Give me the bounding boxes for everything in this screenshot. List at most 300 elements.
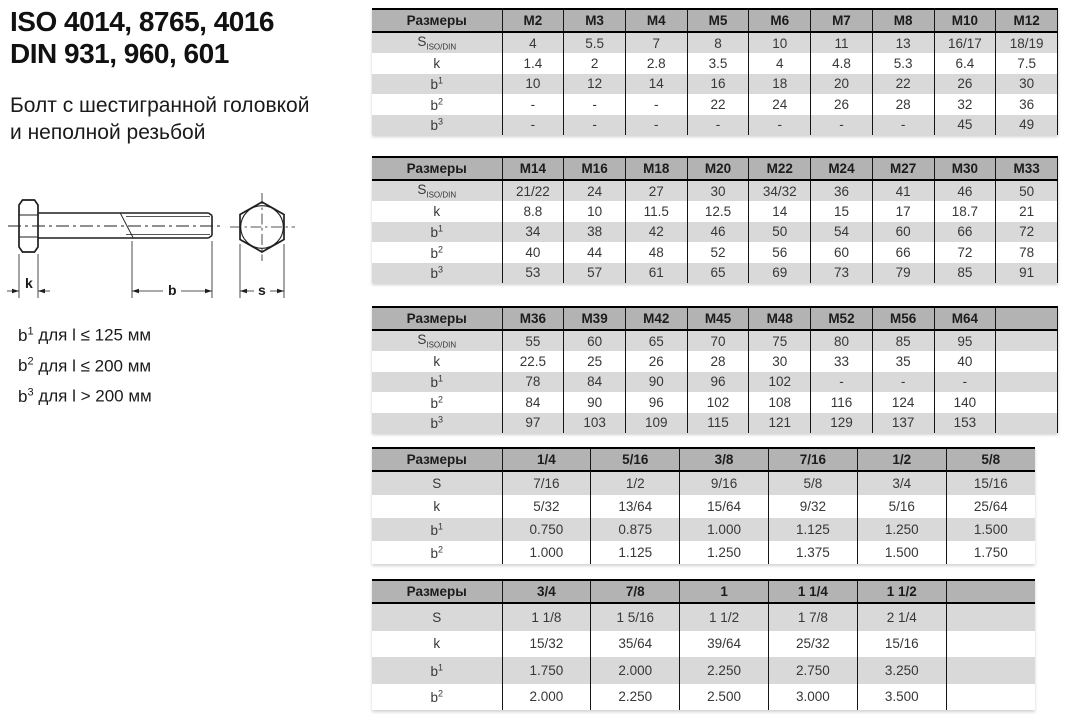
value-cell: 12.5	[687, 201, 749, 221]
value-cell: -	[811, 372, 873, 392]
row-label: $b^1$	[430, 223, 444, 241]
value-cell: 2.750	[768, 657, 857, 684]
value-cell: 72	[934, 242, 996, 262]
size-header-label: Размеры	[372, 9, 502, 32]
value-cell: 41	[872, 180, 934, 201]
row-label-cell	[372, 631, 502, 658]
value-cell: -	[749, 115, 811, 135]
table-row	[372, 53, 1058, 73]
value-cell: 75	[749, 330, 811, 351]
row-label: k	[433, 636, 441, 652]
value-cell: 3/4	[857, 471, 946, 495]
value-cell: 96	[687, 372, 749, 392]
value-cell: 14	[749, 201, 811, 221]
column-header: M20	[687, 157, 749, 180]
value-cell: 1.500	[857, 541, 946, 564]
page-subtitle	[10, 92, 309, 146]
value-cell: 7	[625, 32, 687, 53]
dimensions-table	[372, 306, 1058, 433]
note-line: $b^1$ для l ≤ 125 мм	[18, 325, 152, 345]
column-header: 1/4	[502, 448, 591, 471]
size-header-label: Размеры	[372, 580, 502, 603]
value-cell: 1/2	[591, 471, 680, 495]
value-cell: 1.375	[768, 541, 857, 564]
value-cell: 10	[564, 201, 626, 221]
value-cell: 1 7/8	[768, 603, 857, 631]
row-label-cell	[372, 180, 502, 201]
value-cell: 50	[996, 180, 1058, 201]
value-cell: 40	[502, 242, 564, 262]
value-cell: 85	[872, 330, 934, 351]
value-cell: 61	[625, 263, 687, 283]
value-cell: -	[564, 94, 626, 114]
row-label: S	[432, 476, 442, 491]
table-row	[372, 541, 1035, 564]
value-cell: 3.500	[857, 684, 946, 711]
row-label-cell	[372, 684, 502, 711]
column-header: M36	[502, 307, 564, 330]
value-cell: 27	[625, 180, 687, 201]
value-cell: 4	[502, 32, 564, 53]
value-cell: 18	[749, 74, 811, 94]
value-cell: -	[502, 94, 564, 114]
column-header: 5/16	[591, 448, 680, 471]
value-cell: 4.8	[811, 53, 873, 73]
value-cell: 7/16	[502, 471, 591, 495]
value-cell: 49	[996, 115, 1058, 135]
column-header: 3/4	[502, 580, 591, 603]
table-row	[372, 495, 1035, 518]
value-cell: 73	[811, 263, 873, 283]
size-header-label: Размеры	[372, 157, 502, 180]
value-cell: 2.250	[680, 657, 769, 684]
value-cell: 108	[749, 392, 811, 412]
value-cell	[996, 413, 1058, 433]
value-cell: 72	[996, 222, 1058, 242]
value-cell: 24	[749, 94, 811, 114]
value-cell: 3.250	[857, 657, 946, 684]
title-line-din: DIN 931, 960, 601	[10, 38, 229, 69]
row-label: k	[433, 204, 441, 220]
row-label-cell	[372, 201, 502, 221]
value-cell: 2.000	[591, 657, 680, 684]
dim-s-arrow-left	[240, 289, 247, 294]
dimensions-table	[372, 156, 1058, 283]
table-row	[372, 518, 1035, 541]
row-label: k	[433, 354, 441, 370]
value-cell: -	[872, 372, 934, 392]
value-cell	[946, 631, 1035, 658]
value-cell: 54	[811, 222, 873, 242]
value-cell: 48	[625, 242, 687, 262]
value-cell: 11.5	[625, 201, 687, 221]
page-title	[10, 6, 274, 70]
value-cell: 15/16	[857, 631, 946, 658]
row-label-cell	[372, 242, 502, 262]
row-label-cell	[372, 518, 502, 541]
value-cell: 103	[564, 413, 626, 433]
value-cell: 34	[502, 222, 564, 242]
value-cell	[996, 330, 1058, 351]
row-label-cell	[372, 413, 502, 433]
row-label-cell	[372, 471, 502, 495]
column-header: M22	[749, 157, 811, 180]
value-cell: 33	[811, 351, 873, 371]
value-cell: 102	[749, 372, 811, 392]
column-header: M7	[811, 9, 873, 32]
table-row	[372, 94, 1058, 114]
note-line: $b^3$ для l > 200 мм	[18, 386, 152, 406]
table-row	[372, 657, 1035, 684]
value-cell: 78	[996, 242, 1058, 262]
row-label: $b^1$	[430, 521, 444, 538]
table-row	[372, 351, 1058, 371]
row-label: $b^1$	[18, 325, 34, 345]
value-cell: 90	[625, 372, 687, 392]
table-header-row	[372, 9, 1058, 32]
value-cell: 2.500	[680, 684, 769, 711]
value-cell: 15/16	[946, 471, 1035, 495]
value-cell: 95	[934, 330, 996, 351]
size-header-label: Размеры	[372, 448, 502, 471]
value-cell: 65	[625, 330, 687, 351]
table-header-row	[372, 448, 1035, 471]
value-cell: 26	[934, 74, 996, 94]
value-cell: 60	[872, 222, 934, 242]
value-cell: 1.250	[680, 541, 769, 564]
table-row	[372, 372, 1058, 392]
row-label-cell	[372, 541, 502, 564]
value-cell: 17	[872, 201, 934, 221]
value-cell: 46	[687, 222, 749, 242]
value-cell: 24	[564, 180, 626, 201]
row-label-cell	[372, 263, 502, 283]
value-cell: 66	[872, 242, 934, 262]
column-header: 7/16	[768, 448, 857, 471]
row-label-cell	[372, 74, 502, 94]
column-header: 1/2	[857, 448, 946, 471]
column-header: 1	[680, 580, 769, 603]
value-cell: 22	[872, 74, 934, 94]
row-label: $b^2$	[430, 244, 444, 261]
value-cell: 10	[502, 74, 564, 94]
column-header: M24	[811, 157, 873, 180]
table-header-row	[372, 157, 1058, 180]
dimensions-table	[372, 8, 1058, 135]
value-cell: 4	[749, 53, 811, 73]
value-cell: 1.000	[502, 541, 591, 564]
column-header: M39	[564, 307, 626, 330]
value-cell: 21/22	[502, 180, 564, 201]
value-cell: 60	[564, 330, 626, 351]
value-cell: 121	[749, 413, 811, 433]
row-label-cell	[372, 53, 502, 73]
value-cell: 32	[934, 94, 996, 114]
row-label: $b^3$	[430, 414, 444, 431]
value-cell: 109	[625, 413, 687, 433]
value-cell: 70	[687, 330, 749, 351]
table-row	[372, 180, 1058, 201]
value-cell: 65	[687, 263, 749, 283]
dim-k-arrow-left	[12, 289, 19, 294]
subtitle-line-1: Болт с шестигранной головкой	[10, 94, 310, 117]
value-cell: 55	[502, 330, 564, 351]
bolt-thread-runout	[121, 214, 134, 238]
title-line-iso: ISO 4014, 8765, 4016	[10, 6, 274, 37]
column-header: M18	[625, 157, 687, 180]
value-cell: 1.250	[857, 518, 946, 541]
table-row	[372, 603, 1035, 631]
value-cell: 44	[564, 242, 626, 262]
table-header-row	[372, 580, 1035, 603]
value-cell: 1.750	[946, 541, 1035, 564]
column-header: M64	[934, 307, 996, 330]
column-header: 3/8	[680, 448, 769, 471]
value-cell: 52	[687, 242, 749, 262]
table-row	[372, 471, 1035, 495]
value-cell: 56	[749, 242, 811, 262]
row-label: $b^2$	[430, 394, 444, 411]
row-label-cell	[372, 372, 502, 392]
row-label: $b^2$	[430, 96, 444, 113]
value-cell: 7.5	[996, 53, 1058, 73]
dimensions-table	[372, 447, 1035, 564]
value-cell: 46	[934, 180, 996, 201]
table-row	[372, 32, 1058, 53]
row-label: $b^2$	[430, 688, 444, 705]
value-cell: 28	[872, 94, 934, 114]
value-cell: 2.250	[591, 684, 680, 711]
value-cell: 16	[687, 74, 749, 94]
value-cell: 15/32	[502, 631, 591, 658]
value-cell: 3.5	[687, 53, 749, 73]
value-cell: 14	[625, 74, 687, 94]
value-cell: 5/32	[502, 495, 591, 518]
value-cell: 1.500	[946, 518, 1035, 541]
value-cell: 13	[872, 32, 934, 53]
value-cell: 13/64	[591, 495, 680, 518]
row-label-cell	[372, 32, 502, 53]
value-cell: 5.5	[564, 32, 626, 53]
dimensions-table-imperial-large	[372, 579, 1035, 710]
value-cell: 38	[564, 222, 626, 242]
thread-length-notes	[18, 318, 152, 410]
row-label-cell	[372, 392, 502, 412]
column-header: 7/8	[591, 580, 680, 603]
row-label-cell	[372, 495, 502, 518]
dimensions-table-imperial-small	[372, 447, 1035, 564]
value-cell: 53	[502, 263, 564, 283]
table-row	[372, 222, 1058, 242]
value-cell: -	[811, 115, 873, 135]
value-cell	[996, 351, 1058, 371]
column-header	[946, 580, 1035, 603]
row-label: $b^1$	[430, 373, 444, 391]
row-label: $S_{ISO/DIN}$	[417, 34, 457, 53]
row-label: $b^1$	[430, 662, 444, 679]
value-cell: 79	[872, 263, 934, 283]
row-label: $S_{ISO/DIN}$	[417, 332, 457, 351]
value-cell: 15	[811, 201, 873, 221]
value-cell: 25	[564, 351, 626, 371]
row-label-cell	[372, 351, 502, 371]
value-cell	[946, 684, 1035, 711]
column-header: M27	[872, 157, 934, 180]
value-cell: 60	[811, 242, 873, 262]
value-cell: -	[934, 372, 996, 392]
value-cell: 15/64	[680, 495, 769, 518]
value-cell: 8.8	[502, 201, 564, 221]
column-header: M3	[564, 9, 626, 32]
value-cell: 22	[687, 94, 749, 114]
table-row	[372, 631, 1035, 658]
value-cell: -	[625, 115, 687, 135]
value-cell: 35	[872, 351, 934, 371]
value-cell: 69	[749, 263, 811, 283]
dim-k-label: k	[25, 275, 33, 291]
table-row	[372, 74, 1058, 94]
table-row	[372, 684, 1035, 711]
dim-s-label: s	[258, 282, 266, 298]
row-label: $b^1$	[430, 75, 444, 93]
value-cell: 50	[749, 222, 811, 242]
column-header: M56	[872, 307, 934, 330]
dim-s-arrow-right	[277, 289, 284, 294]
value-cell: -	[687, 115, 749, 135]
column-header: M10	[934, 9, 996, 32]
column-header: 1 1/4	[768, 580, 857, 603]
value-cell: 5/8	[768, 471, 857, 495]
value-cell: 9/16	[680, 471, 769, 495]
bolt-thread-lines	[126, 217, 210, 235]
value-cell: 25/32	[768, 631, 857, 658]
value-cell: 1.000	[680, 518, 769, 541]
dimensions-table-metric-m14-m33	[372, 156, 1058, 283]
value-cell: 1 1/8	[502, 603, 591, 631]
value-cell: 84	[564, 372, 626, 392]
value-cell: 2.8	[625, 53, 687, 73]
column-header: M4	[625, 9, 687, 32]
row-label: $b^3$	[18, 386, 34, 406]
value-cell: 116	[811, 392, 873, 412]
dimensions-table-metric-m36-m64	[372, 306, 1058, 433]
row-label-cell	[372, 657, 502, 684]
value-cell	[996, 372, 1058, 392]
table-header-row	[372, 307, 1058, 330]
table-row	[372, 413, 1058, 433]
value-cell	[996, 392, 1058, 412]
dim-b-label: b	[168, 282, 177, 298]
value-cell: 84	[502, 392, 564, 412]
table-row	[372, 330, 1058, 351]
value-cell: 5/16	[857, 495, 946, 518]
value-cell: 137	[872, 413, 934, 433]
value-cell: 18/19	[996, 32, 1058, 53]
value-cell: 2	[564, 53, 626, 73]
value-cell: 80	[811, 330, 873, 351]
value-cell: 18.7	[934, 201, 996, 221]
value-cell: 3.000	[768, 684, 857, 711]
value-cell: 22.5	[502, 351, 564, 371]
column-header: M45	[687, 307, 749, 330]
value-cell: 26	[811, 94, 873, 114]
column-header: M30	[934, 157, 996, 180]
value-cell: 35/64	[591, 631, 680, 658]
value-cell: 1 1/2	[680, 603, 769, 631]
row-label-cell	[372, 603, 502, 631]
row-label-cell	[372, 222, 502, 242]
value-cell: 42	[625, 222, 687, 242]
note-line: $b^2$ для l ≤ 200 мм	[18, 355, 152, 376]
dimensions-table	[372, 579, 1035, 710]
row-label: k	[433, 56, 441, 72]
value-cell: 36	[811, 180, 873, 201]
value-cell: 96	[625, 392, 687, 412]
value-cell: 66	[934, 222, 996, 242]
dimensions-table-metric-m2-m12	[372, 8, 1058, 135]
value-cell: 90	[564, 392, 626, 412]
column-header: M5	[687, 9, 749, 32]
value-cell: 2.000	[502, 684, 591, 711]
column-header: M12	[996, 9, 1058, 32]
row-label-cell	[372, 115, 502, 135]
column-header	[996, 307, 1058, 330]
value-cell: 20	[811, 74, 873, 94]
value-cell: 153	[934, 413, 996, 433]
value-cell: 140	[934, 392, 996, 412]
column-header: M2	[502, 9, 564, 32]
value-cell: 25/64	[946, 495, 1035, 518]
row-label: S	[432, 609, 442, 625]
row-label: k	[433, 499, 441, 514]
column-header: M33	[996, 157, 1058, 180]
value-cell: 102	[687, 392, 749, 412]
value-cell: 39/64	[680, 631, 769, 658]
value-cell: 115	[687, 413, 749, 433]
value-cell: 11	[811, 32, 873, 53]
table-row	[372, 115, 1058, 135]
value-cell: -	[872, 115, 934, 135]
value-cell: 97	[502, 413, 564, 433]
value-cell: 1.125	[591, 541, 680, 564]
value-cell: 8	[687, 32, 749, 53]
table-row	[372, 242, 1058, 262]
value-cell: 30	[687, 180, 749, 201]
dim-b-arrow-left	[132, 289, 139, 294]
value-cell: 0.750	[502, 518, 591, 541]
dim-k-arrow-right	[38, 289, 45, 294]
value-cell: 45	[934, 115, 996, 135]
column-header: 1 1/2	[857, 580, 946, 603]
value-cell: 21	[996, 201, 1058, 221]
value-cell: 2 1/4	[857, 603, 946, 631]
row-label: $S_{ISO/DIN}$	[417, 182, 457, 201]
column-header: M6	[749, 9, 811, 32]
value-cell: 78	[502, 372, 564, 392]
column-header: 5/8	[946, 448, 1035, 471]
subtitle-line-2: и неполной резьбой	[10, 121, 206, 144]
value-cell: -	[625, 94, 687, 114]
value-cell: 36	[996, 94, 1058, 114]
value-cell: 1.125	[768, 518, 857, 541]
value-cell: 16/17	[934, 32, 996, 53]
value-cell: 57	[564, 263, 626, 283]
value-cell: -	[502, 115, 564, 135]
value-cell: 30	[749, 351, 811, 371]
value-cell	[946, 603, 1035, 631]
value-cell: 1 5/16	[591, 603, 680, 631]
value-cell: 1.4	[502, 53, 564, 73]
